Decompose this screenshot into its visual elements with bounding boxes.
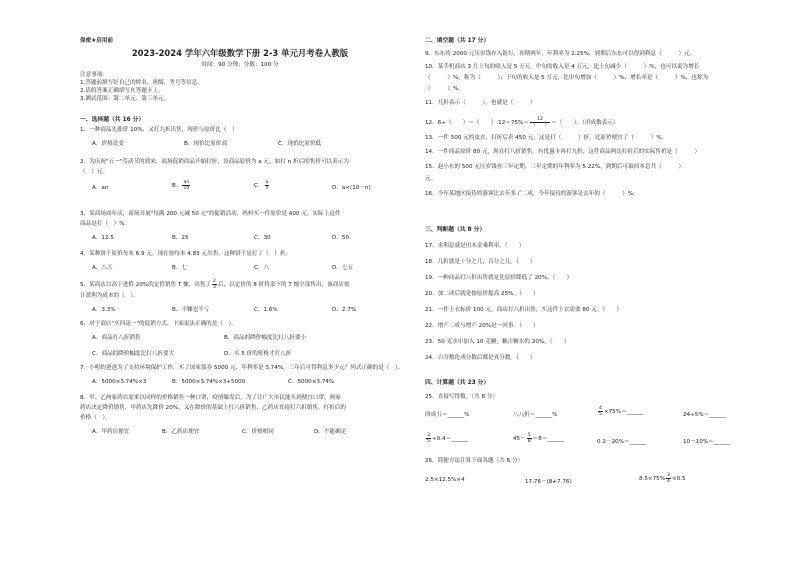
q3-option-d[interactable]: D．50 <box>332 235 350 241</box>
q2-option-b[interactable] <box>172 180 191 191</box>
judge-item-19: 19．一种商品打八折出售就是比原价降低了 20%。（ ） <box>425 275 573 281</box>
calc-r3-c3-den: 4 <box>667 479 670 484</box>
q12-denominator: （ ） <box>530 123 550 128</box>
q4-stem: 4．某种饼干原价每本 6.9 元，现在按每本 4.83 元出售，这种饼干是打了（ ）折。 <box>80 251 292 257</box>
calc-r2-c2 <box>513 433 564 444</box>
section4-title: 四、计算题（共 23 分） <box>425 380 490 386</box>
q6-option-c[interactable]: C．商品的降价幅度比打八折要大 <box>92 351 175 357</box>
q4-option-b[interactable]: B．七 <box>172 265 188 271</box>
q5-option-d[interactable]: D．2.7% <box>332 307 357 313</box>
q5-numerator: 2 <box>213 279 216 284</box>
calc-r1-c4: 24÷5%＝______ <box>683 412 727 418</box>
calc-r3-c1: 2.5×12.5%×4 <box>425 477 465 483</box>
q16: 16．今年某地区接待的游客比去年多了二成，今年接待的游客是去年的（ ）%。 <box>425 191 639 197</box>
q2-option-b-prefix: B． <box>172 183 182 189</box>
q3-option-a[interactable]: A．12.5 <box>92 235 114 241</box>
calc-r2-c1-fraction <box>426 433 431 444</box>
q2-c-denominator: n <box>265 186 269 191</box>
q5-stem-line1 <box>80 279 350 290</box>
exam-title: 2023-2024 学年六年级数学下册 2-3 单元月考卷人教版 <box>131 48 349 58</box>
q8-stem-line2: 药店决定降价销售，甲药店先降价 20%，又在降价的基础上打八折销售；乙药店直接打六折销售。打折后的 <box>80 405 346 411</box>
q3-option-b[interactable]: B．25 <box>172 235 189 241</box>
q8-option-a[interactable]: A．甲药店便宜 <box>92 429 130 435</box>
q6-option-a[interactable]: A．商品打八折销售 <box>92 335 141 341</box>
q12-part-a: 12．6÷（ ）＝（ ）:12＝75%＝ <box>425 120 529 126</box>
left-column <box>80 0 404 562</box>
q2-option-d[interactable]: D．a×(10－n) <box>332 185 371 191</box>
q2-option-c-fraction <box>265 180 270 191</box>
q8-stem-line3: 价格（ ）。 <box>80 415 111 421</box>
judge-item-18: 18．几折就是十分之几，百分之几。（ ） <box>425 259 536 265</box>
note-2: 2.请将答案正确填写在答题卡上。 <box>80 88 164 94</box>
calc-r2-c1-den: 5 <box>427 439 430 444</box>
q2-option-c[interactable] <box>254 180 270 191</box>
calc-r1-c3-num: 4 <box>599 406 602 411</box>
q4-option-a[interactable]: A．八五 <box>92 265 113 271</box>
judge-item-20: 20．加二成后就是按原价提高 25%。（ ） <box>425 291 539 297</box>
judge-item-17: 17．求利息就是用本金乘利率。（ ） <box>425 243 525 249</box>
notes-title: 注意事项： <box>80 72 108 78</box>
judge-item-22: 22．增产二成与增产 20%是一回事。（ ） <box>425 323 539 329</box>
q6-option-d[interactable]: D．买 5 价的价格才打八折 <box>224 351 292 357</box>
q2-option-a[interactable]: A．an <box>92 185 109 191</box>
calc-r2-c4: 10－10%＝______ <box>683 439 731 445</box>
calc-r3-c2: 17.76－(8+7.76) <box>525 479 572 485</box>
q5-option-a[interactable]: A．3.3% <box>92 307 116 313</box>
q14-line1: 14．一件商品原价 80 元，现在打八折销售，有优惠卡再打九折，这件商品两次打折后的实际售价是（ ） <box>425 149 701 155</box>
q10-line2: （ ）%，称为（ ）；下旬的收入是 5 万元，比中旬增加（ ）%，增长率是（ ）%，也称为 <box>425 75 709 81</box>
calc-r1-c3-tail: ×75%＝______ <box>603 409 644 415</box>
q8-option-c[interactable]: C．价格相同 <box>242 429 274 435</box>
q3-stem-line2: 商品是打（ ）%。 <box>80 221 131 227</box>
q13: 13．一件 500 元的皮衣，打折后卖 450 元，这是打（ ）折，比原价便宜了（ ）%。 <box>425 135 668 141</box>
q1-option-a[interactable]: A．价格没变 <box>92 141 124 147</box>
calc-r1-c3 <box>597 406 643 417</box>
calc-r1-c3-fraction <box>598 406 603 417</box>
q5-option-c[interactable]: C．1.6% <box>254 307 278 313</box>
q9: 9．东东将 2000 元压岁钱存入银行，存期两年，年利率为 2.25%，到期后东东可以得到利息（ ）元。 <box>425 51 696 57</box>
section3-title: 三、判断题（共 8 分） <box>425 227 486 233</box>
q2-stem-line1: 2．为庆祝"五一"劳动节的到来，商场促销商品开始打折，设商品原价为 a 元，如打 n 折后的售价可以表示为 <box>80 159 349 165</box>
q2-option-c-prefix: C． <box>254 183 264 189</box>
judge-item-21: 21．一件上衣标价 100 元，商店打八折出售，买这件上衣需要 80 元。（ ） <box>425 307 623 313</box>
q15-line2: 元。 <box>425 176 437 182</box>
q11: 11．几折表示（ ），也就是（ ） <box>425 100 536 106</box>
calc-r2-c2-pre: 45－ <box>513 436 526 442</box>
q7-stem: 7．小明的爸爸为了支持环境保护工作，买了国家债券 5000 元，年利率是 3.74%，三年后可得利息多少元？列式正确的是（ ）。 <box>80 365 404 371</box>
calc-r2-c3: 0.2－20%＝______ <box>597 439 647 445</box>
calc-r1-c3-den: 5 <box>599 412 602 417</box>
q3-stem-line1: 3．某商场周年庆，商场开展"每满 200 元减 50 元"的促销活动，妈妈买一件原价是 400 元，实际上这件 <box>80 211 341 217</box>
q12 <box>425 117 618 128</box>
calc-r3-c3 <box>639 473 686 484</box>
calc-r2-c2-den: 8 <box>527 439 531 444</box>
q1-stem: 1．一种商品先涨价 10%，又打九折出售，现价与原价比（ ） <box>80 127 238 133</box>
q1-option-c[interactable]: C．现价比原价低 <box>278 141 322 147</box>
q4-option-c[interactable]: C．八 <box>254 265 270 271</box>
q5-fraction <box>212 279 217 290</box>
calc-r1-c1: 四成五＝______% <box>425 412 470 418</box>
calc-r2-c2-tail: ＝8＝______ <box>532 436 565 442</box>
q2-option-b-fraction <box>182 180 190 191</box>
calc-r2-c2-fraction <box>527 433 532 444</box>
judge-item-23: 23．50 克水中加入 10 克糖，糖占糖水的 20%。（ ） <box>425 339 570 345</box>
calc-r2-c1 <box>425 433 468 444</box>
calc-r3-c3-tail: ×0.5 <box>671 476 686 482</box>
q5-option-b[interactable]: B．不赚也不亏 <box>172 307 210 313</box>
q8-stem-line1: 8．甲、乙两家药店原来以同样的价格销售一种口罩，疫情爆发后，为了让广大市民能买到便宜口罩，两家 <box>80 395 341 401</box>
q12-numerator: 12 <box>530 117 550 123</box>
q26-title: 26．简便方法计算下面各题（共 6 分） <box>425 458 524 464</box>
q7-option-a[interactable]: A．5000×3.74%×3 <box>92 379 147 385</box>
q5-stem-line2: 计盈利为成本的（ ）。 <box>80 293 139 299</box>
calc-r3-c3-num: 3 <box>667 473 670 478</box>
calc-r3-c3-pre: 8.5×75% <box>639 476 666 482</box>
q3-option-c[interactable]: C．30 <box>254 235 271 241</box>
q2-b-numerator: an <box>183 180 190 185</box>
q1-option-b[interactable]: B．现价比原价高 <box>184 141 227 147</box>
q5-stem-part-a: 5．某商店以高于进价 20%的定价销售 T 恤，出售了 <box>80 282 212 288</box>
exam-meta: 时间：90 分钟；分数：100 分 <box>201 62 279 68</box>
calc-r2-c1-tail: ÷0.4＝______ <box>431 436 468 442</box>
q5-denominator: 3 <box>213 285 216 290</box>
secret-label: 保密★启用前 <box>80 38 113 44</box>
q8-option-d[interactable]: D．不能确定 <box>314 429 347 435</box>
calc-r2-c1-num: 3 <box>427 433 430 438</box>
q15-line1: 15．赵小东的 500 元压岁钱存三年定期，三年定期的年利率为 5.22%，到期后可取回本息共（ ） <box>425 164 685 170</box>
section1-title: 一、选择题（共 16 分） <box>80 117 145 123</box>
q25-title: 25．直接写得数。（共 8 分） <box>425 394 498 400</box>
q2-stem-line2: （ ）元。 <box>80 169 108 175</box>
q8-option-b[interactable]: B．乙药店便宜 <box>162 429 200 435</box>
q4-option-d[interactable]: D．七五 <box>332 265 354 271</box>
calc-r2-c2-num: 5 <box>527 433 531 438</box>
q7-option-b[interactable]: B．5000×3.74%×3+5000 <box>172 379 246 385</box>
q12-fraction <box>530 117 550 128</box>
note-3: 3.测试范围：第二单元、第三单元。 <box>80 96 170 102</box>
judge-item-24: 24．百分数化成分数后都是真分数。（ ） <box>425 355 536 361</box>
q5-stem-part-b: 后，以定价的 8 折将余下的 T 恤全部售出，该商店按 <box>217 282 350 288</box>
q10-line1: 10．某手机商店 3 月上旬的收入是 5 万元，中旬的收入是 4 万元，比上旬减少（ ）%，也可以说为增长 <box>425 64 700 70</box>
calc-r1-c2: 八八折＝______% <box>513 412 558 418</box>
note-1: 1.答题前填写好自己的姓名、班级、考号等信息。 <box>80 80 203 86</box>
q2-b-denominator: 10 <box>183 186 190 191</box>
calc-r3-c3-fraction <box>666 473 671 484</box>
q10-line3: （ ）%。 <box>425 86 464 92</box>
q6-option-b[interactable]: B．商品的降价幅度比打八折要小 <box>224 335 307 341</box>
q12-part-b: ＝（ ）。（用成数表示） <box>551 120 619 126</box>
q2-c-numerator: a <box>265 180 269 185</box>
right-column <box>425 0 755 562</box>
section2-title: 二、填空题（共 17 分） <box>425 38 490 44</box>
q6-stem: 6．对于商店"买四送一"的促销方式，下面说法正确的是（ ）。 <box>80 321 237 327</box>
q7-option-c[interactable]: C．5000×3.74% <box>288 379 335 385</box>
